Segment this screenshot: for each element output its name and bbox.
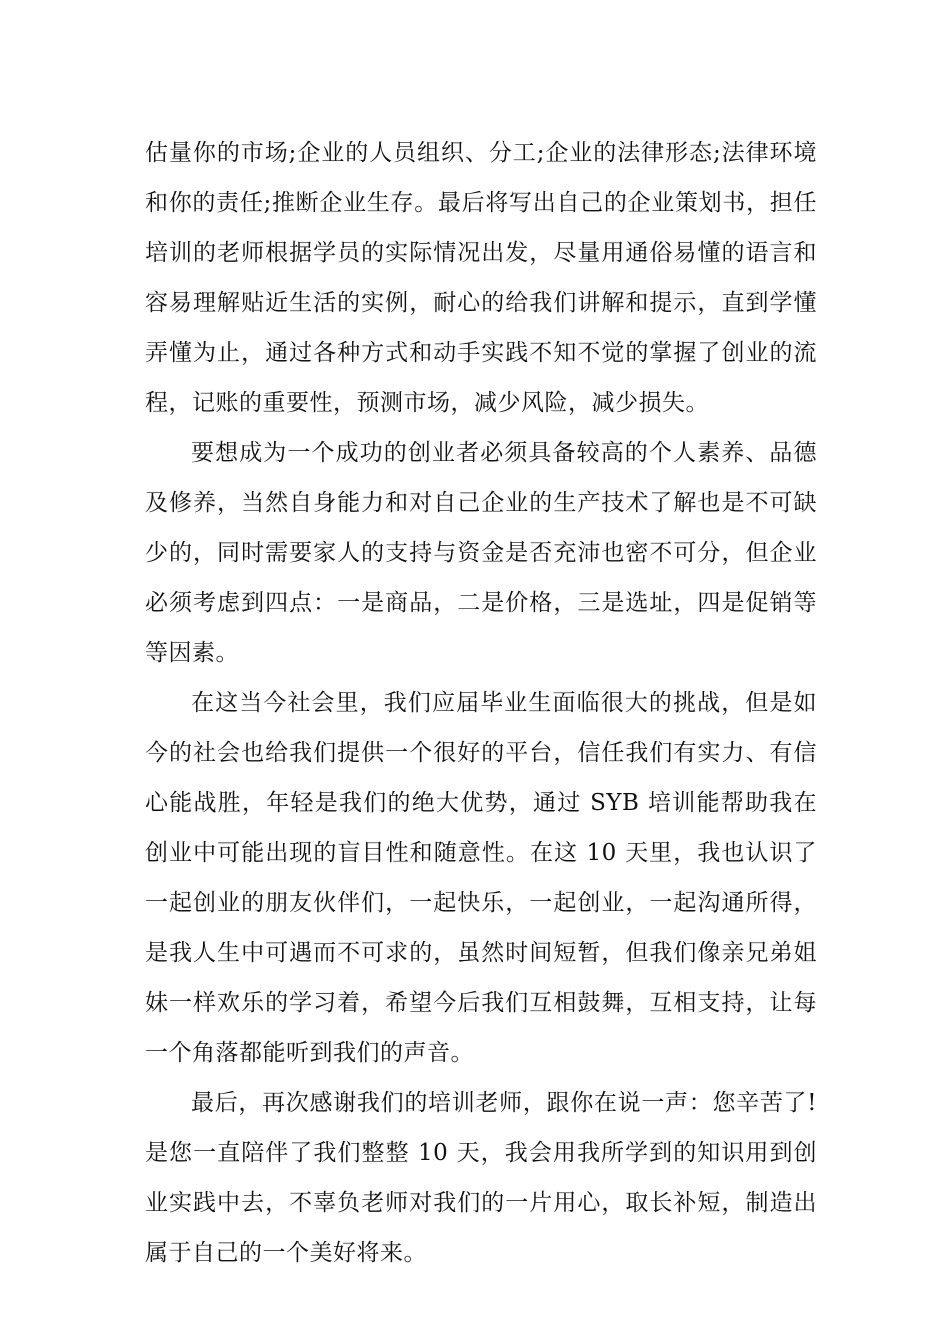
paragraph-4: 最后，再次感谢我们的培训老师，跟你在说一声：您辛苦了!是您一直陪伴了我们整整 10 天，我会用我所学到的知识用到创业实践中去，不辜负老师对我们的一片用心，取长补短，制造出属于自己的一个美好将来。 — [145, 1090, 817, 1266]
paragraph-1: 估量你的市场;企业的人员组织、分工;企业的法律形态;法律环境和你的责任;推断企业生存。最后将写出自己的企业策划书，担任培训的老师根据学员的实际情况出发，尽量用通俗易懂的语言和容易理解贴近生活的实例，耐心的给我们讲解和提示，直到学懂弄懂为止，通过各种方式和动手实践不知不觉的掌握了创业的流程，记账的重要性，预测市场，减少风险，减少损失。 — [145, 140, 817, 416]
paragraph-3: 在这当今社会里，我们应届毕业生面临很大的挑战，但是如今的社会也给我们提供一个很好的平台，信任我们有实力、有信心能战胜，年轻是我们的绝大优势，通过 SYB 培训能帮助我在创业中可能出现的盲目性和随意性。在这 10 天里，我也认识了一起创业的朋友伙伴们，一起快乐，一起创业，一起沟通所得，是我人生中可遇而不可求的，虽然时间短暂，但我们像亲兄弟姐妹一样欢乐的学习着，希望今后我们互相鼓舞，互相支持，让每一个角落都能听到我们的声音。 — [145, 690, 817, 1066]
paragraph-2: 要想成为一个成功的创业者必须具备较高的个人素养、品德及修养，当然自身能力和对自己企业的生产技术了解也是不可缺少的，同时需要家人的支持与资金是否充沛也密不可分，但企业必须考虑到四点：一是商品，二是价格，三是选址，四是促销等等因素。 — [145, 440, 817, 666]
document-body — [145, 128, 817, 1278]
